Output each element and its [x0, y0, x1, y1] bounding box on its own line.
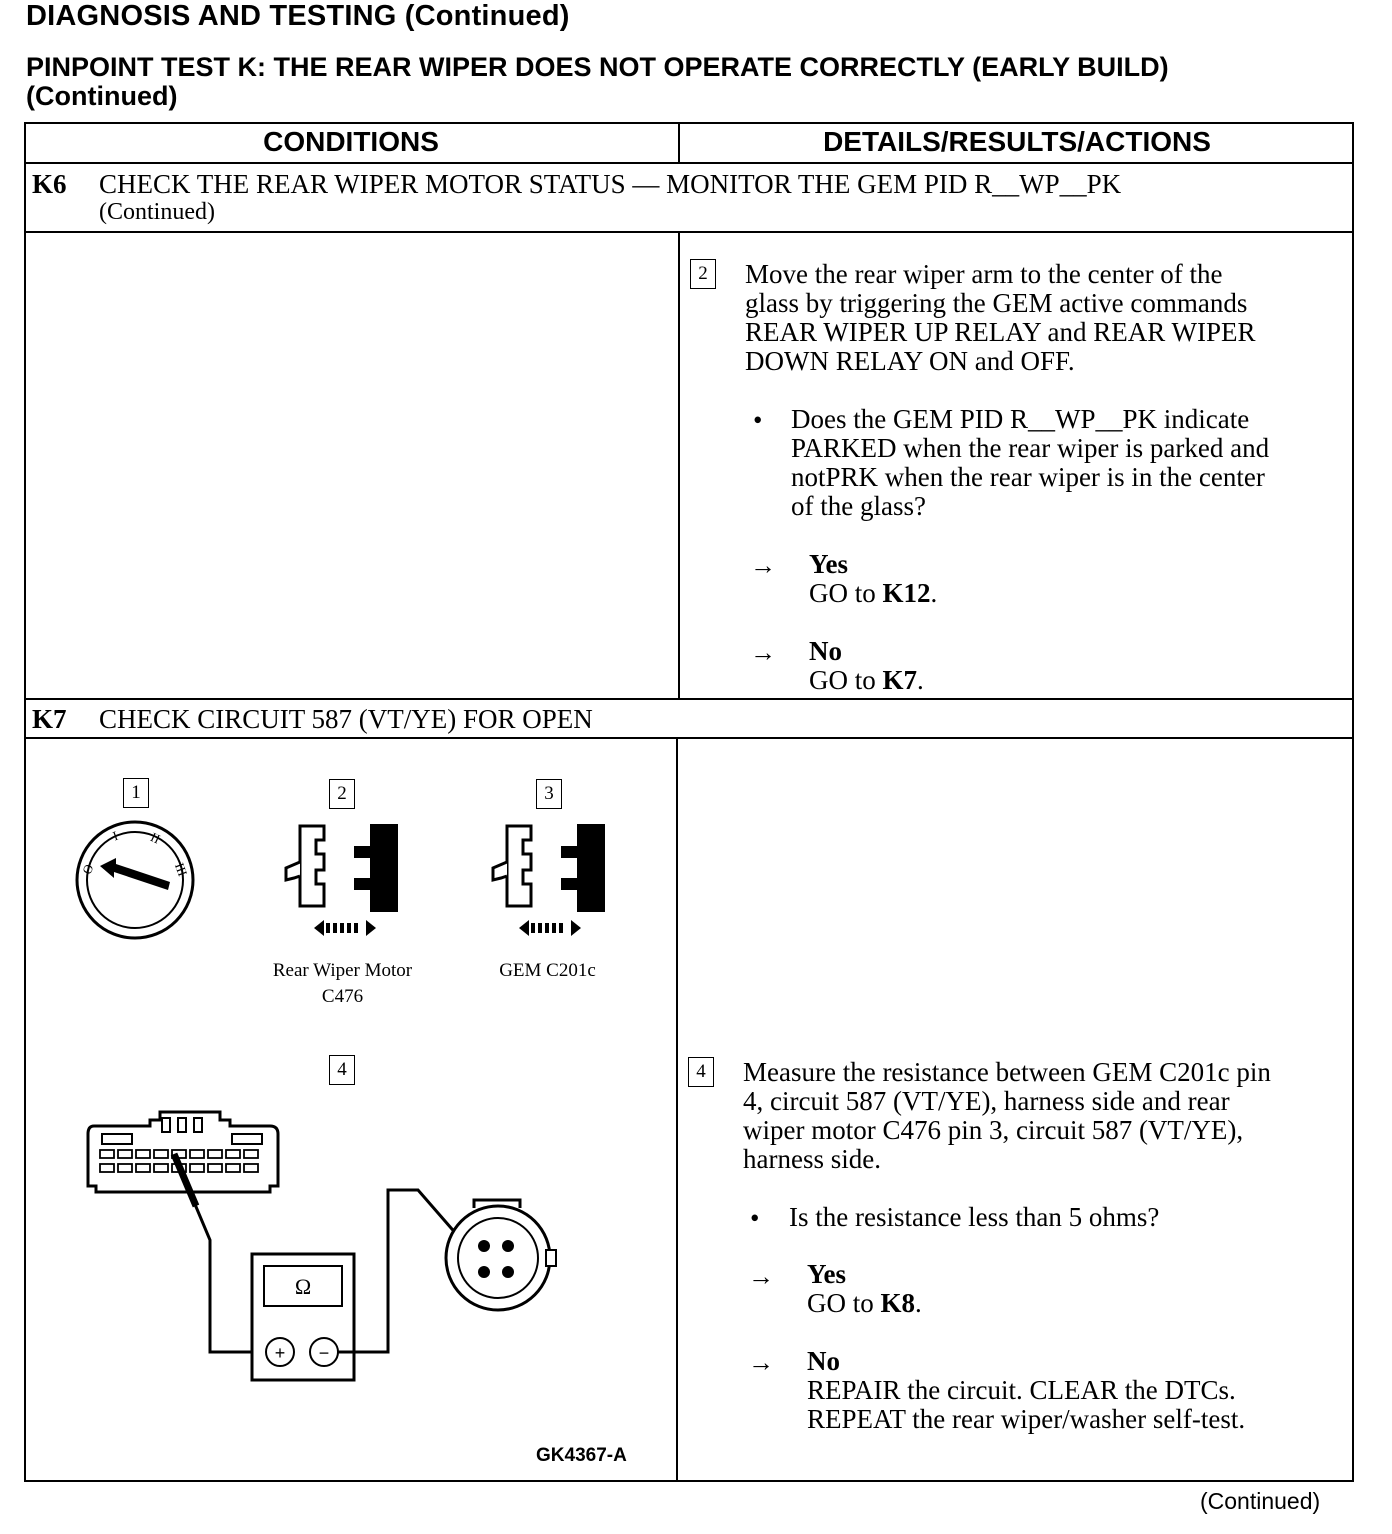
- fig-step-box: 2: [329, 779, 355, 809]
- ignition-mark: I: [110, 827, 120, 844]
- continued-label: (Continued): [1200, 1488, 1321, 1514]
- test-title: [26, 53, 1346, 111]
- resistance-measurement-diagram: [80, 1100, 580, 1400]
- table-rule: [24, 698, 1354, 700]
- ignition-mark: II: [148, 829, 163, 847]
- caption-gem: GEM C201c: [499, 960, 596, 981]
- test-title-line1: PINPOINT TEST K: THE REAR WIPER DOES NOT OPERATE CORRECTLY (EARLY BUILD): [26, 52, 1169, 82]
- rear-wiper-motor-connector-icon: [278, 820, 408, 945]
- rear-wiper-motor-c476-connector: [446, 1200, 556, 1310]
- bullet: •: [750, 1203, 760, 1233]
- step-title-k7: CHECK CIRCUIT 587 (VT/YE) FOR OPEN: [99, 704, 593, 734]
- result-arrow: →: [750, 638, 776, 667]
- ignition-switch-icon: [70, 818, 200, 942]
- k7-result-no: No REPAIR the circuit. CLEAR the DTCs. REPEAT the rear wiper/washer self-test.: [807, 1346, 1246, 1434]
- meter-minus: −: [318, 1343, 330, 1363]
- table-rule: [24, 737, 1354, 739]
- k7-instruction: Measure the resistance between GEM C201c pin 4, circuit 587 (VT/YE), harness side and rear wiper motor C476 pin 3, circuit 587 (VT/YE), harness side.: [743, 1057, 1271, 1174]
- figure-id: GK4367-A: [536, 1445, 627, 1466]
- gem-connector-icon: [485, 820, 615, 945]
- table-rule: [676, 737, 678, 1482]
- k7-result-yes: Yes GO to K8.: [807, 1259, 922, 1318]
- fig-step-box: 3: [536, 779, 562, 809]
- k7-question: Is the resistance less than 5 ohms?: [789, 1202, 1160, 1232]
- page-title: DIAGNOSIS AND TESTING (Continued): [26, 0, 570, 32]
- fig-step-box: 4: [329, 1055, 355, 1085]
- ignition-mark: O: [79, 862, 97, 877]
- result-arrow: →: [748, 1262, 774, 1291]
- column-header-details: DETAILS/RESULTS/ACTIONS: [823, 126, 1211, 157]
- ohm-symbol: Ω: [294, 1274, 312, 1299]
- column-header-conditions: CONDITIONS: [263, 126, 439, 157]
- caption-rear-wiper-motor: Rear Wiper Motor C476: [272, 960, 413, 1007]
- table-rule: [678, 231, 680, 699]
- k6-instruction: Move the rear wiper arm to the center of the glass by triggering the GEM active commands REAR WIPER UP RELAY and REAR WIPER DOWN RELAY ON and OFF.: [745, 259, 1256, 376]
- meter-plus: +: [274, 1343, 286, 1363]
- test-title-line2: (Continued): [26, 81, 178, 111]
- result-arrow: →: [748, 1348, 774, 1377]
- result-arrow: →: [750, 551, 776, 580]
- table-rule: [24, 162, 1354, 164]
- k6-result-no: No GO to K7.: [809, 636, 924, 695]
- k6-question: Does the GEM PID R__WP__PK indicate PARKED when the rear wiper is parked and notPRK when the rear wiper is in the center of the glass?: [791, 404, 1270, 521]
- fig-step-box: 1: [123, 778, 149, 808]
- ohmmeter: [252, 1254, 354, 1380]
- ignition-mark: III: [171, 860, 191, 879]
- step-title-k6: CHECK THE REAR WIPER MOTOR STATUS — MONITOR THE GEM PID R__WP__PK (Continued): [99, 169, 1122, 225]
- step-id-k7: K7: [32, 704, 67, 734]
- step-id-k6: K6: [32, 169, 67, 199]
- step-number-box: 2: [690, 259, 716, 289]
- k6-result-yes: Yes GO to K12.: [809, 549, 938, 608]
- step-number-box: 4: [688, 1057, 714, 1087]
- table-rule: [24, 231, 1354, 233]
- bullet: •: [753, 405, 763, 435]
